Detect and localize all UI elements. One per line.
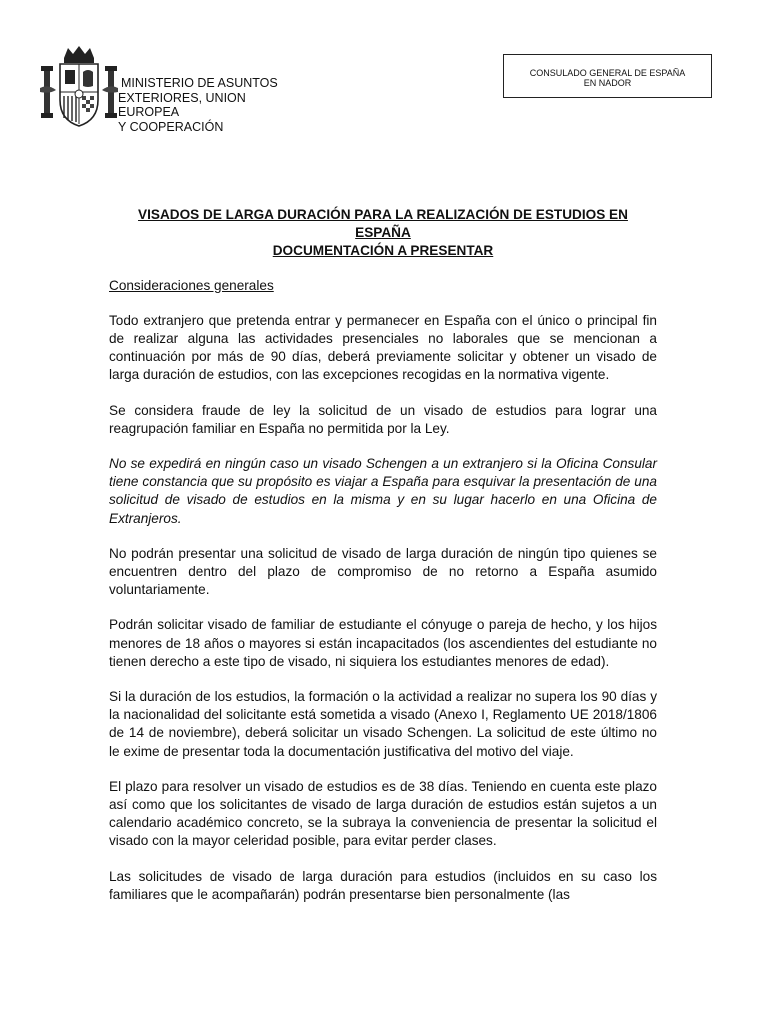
ministry-line: MINISTERIO DE ASUNTOS xyxy=(121,76,278,90)
ministry-name xyxy=(118,76,278,134)
paragraph-italic: No se expedirá en ningún caso un visado Schengen a un extranjero si la Oficina Consular tiene constancia que su propósito es viajar a España para esquivar la presentación de una solicitud de visado de estudios en la misma y en su lugar hacerlo en una Oficina de Extranjeros. xyxy=(109,456,657,526)
paragraph: Las solicitudes de visado de larga duración para estudios (incluidos en su caso los familiares que le acompañarán) podrán presentarse bien personalmente (las xyxy=(109,868,657,902)
consulate-line: EN NADOR xyxy=(583,78,632,88)
paragraph: El plazo para resolver un visado de estudios es de 38 días. Teniendo en cuenta este plazo así como que los solicitantes de visado de larga duración de estudios están sujetos a un calendario académico concreto, se la subraya la conveniencia de presentar la solicitud el visado con la mayor celeridad posible, para evitar perder clases. xyxy=(109,778,657,849)
document-body xyxy=(109,206,657,918)
paragraph: Se considera fraude de ley la solicitud de un visado de estudios para lograr una reagrupación familiar en España no permitida por la Ley. xyxy=(109,402,657,436)
consulate-line: CONSULADO GENERAL DE ESPAÑA xyxy=(529,68,686,78)
consulate-box xyxy=(503,54,712,98)
ministry-line: EXTERIORES, UNION xyxy=(118,90,246,105)
ministry-line: EUROPEA xyxy=(118,105,180,119)
document-title xyxy=(109,206,657,261)
title-line: VISADOS DE LARGA DURACIÓN PARA LA REALIZACIÓN DE ESTUDIOS EN ESPAÑA xyxy=(138,207,628,241)
section-heading: Consideraciones generales xyxy=(109,277,274,293)
paragraph: Si la duración de los estudios, la formación o la actividad a realizar no supera los 90 días y la nacionalidad del solicitante está sometida a visado (Anexo I, Reglamento UE 2018/1806 de 14 de noviembre), deberá solicitar un visado Schengen. La solicitud de este último no le exime de presentar toda la documentación justificativa del motivo del viaje. xyxy=(109,689,657,759)
paragraph: Podrán solicitar visado de familiar de estudiante el cónyuge o pareja de hecho, y los hijos menores de 18 años o mayores si están incapacitados (los ascendientes del estudiante no tienen derecho a este tipo de visado, ni siquiera los estudiantes menores de edad). xyxy=(109,617,657,669)
ministry-line: Y COOPERACIÓN xyxy=(118,119,224,134)
paragraph: No podrán presentar una solicitud de visado de larga duración de ningún tipo quienes se encuentren dentro del plazo de compromiso de no retorno a España asumido voluntariamente. xyxy=(109,545,657,598)
coat-of-arms-spain-icon xyxy=(38,44,120,128)
paragraph: Todo extranjero que pretenda entrar y permanecer en España con el único o principal fin de realizar alguna las actividades presenciales no laborales que se mencionan a continuación por más de 90 días, deberá previamente solicitar y obtener un visado de larga duración de estudios, con las excepciones recogidas en la normativa vigente. xyxy=(109,312,657,383)
title-line: DOCUMENTACIÓN A PRESENTAR xyxy=(272,243,494,259)
